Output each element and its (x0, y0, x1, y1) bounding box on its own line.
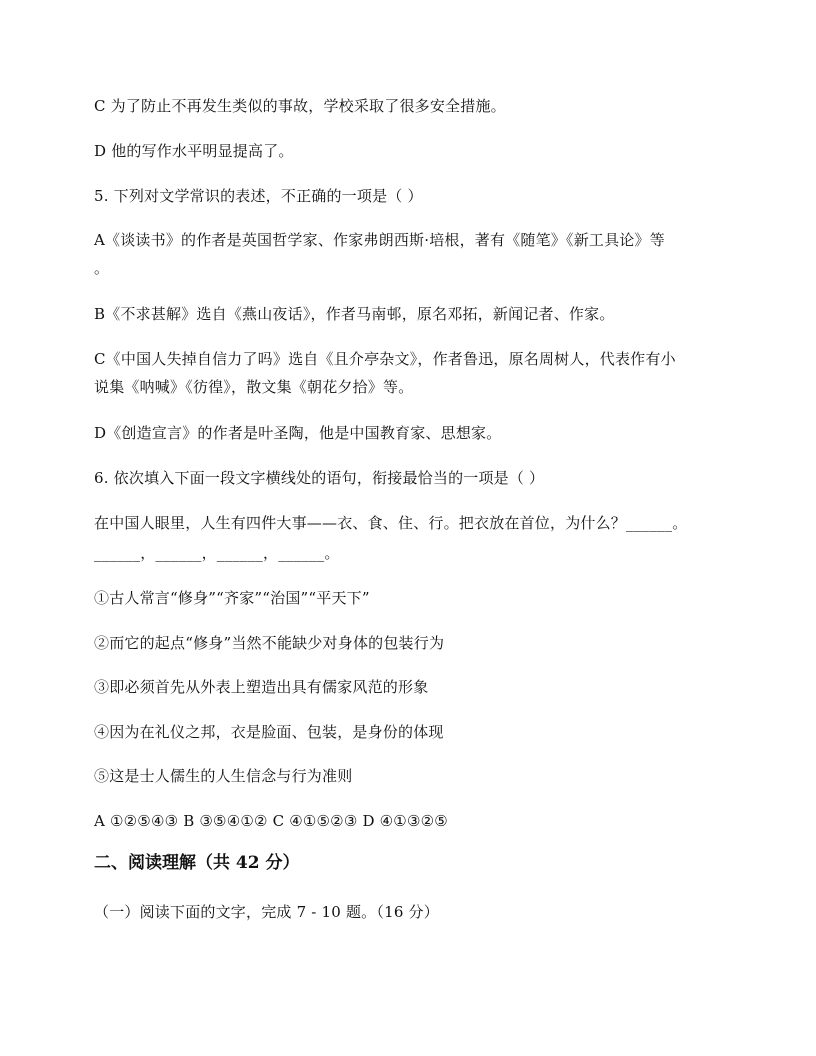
question-5-option-c-line-1: C《中国人失掉自信力了吗》选自《且介亭杂文》，作者鲁迅，原名周树人，代表作有小 (94, 350, 676, 368)
question-6-passage-line-1: 在中国人眼里，人生有四件大事——衣、食、住、行。把衣放在首位，为什么？______。 (94, 514, 688, 532)
sentence-option-3: ③即必须首先从外表上塑造出具有儒家风范的形象 (94, 678, 429, 696)
question-5-option-c-line-2: 说集《呐喊》《彷徨》，散文集《朝花夕拾》等。 (94, 378, 414, 396)
reading-subsection-1-instruction: （一）阅读下面的文字，完成 7 - 10 题。（16 分） (94, 903, 439, 921)
question-6-stem: 6. 依次填入下面一段文字横线处的语句，衔接最恰当的一项是（ ） (94, 469, 545, 487)
question-4-option-c: C 为了防止不再发生类似的事故，学校采取了很多安全措施。 (94, 97, 506, 115)
question-5-stem: 5. 下列对文学常识的表述，不正确的一项是（ ） (94, 187, 423, 205)
sentence-option-1: ①古人常言“修身”“齐家”“治国”“平天下” (94, 589, 370, 607)
question-6-passage-line-2: ______，______，______，______。 (94, 544, 340, 562)
question-5-option-b: B《不求甚解》选自《燕山夜话》，作者马南邨，原名邓拓，新闻记者、作家。 (94, 305, 615, 323)
sentence-option-5: ⑤这是士人儒生的人生信念与行为准则 (94, 767, 353, 785)
section-2-heading: 二、阅读理解（共 42 分） (94, 853, 300, 873)
sentence-option-4: ④因为在礼仪之邦，衣是脸面、包装，是身份的体现 (94, 723, 444, 741)
sentence-option-2: ②而它的起点“修身”当然不能缺少对身体的包装行为 (94, 634, 445, 652)
question-5-option-d: D《创造宣言》的作者是叶圣陶，他是中国教育家、思想家。 (94, 424, 502, 442)
question-4-option-d: D 他的写作水平明显提高了。 (94, 142, 294, 160)
question-5-option-a-line-1: A《谈读书》的作者是英国哲学家、作家弗朗西斯·培根，著有《随笔》《新工具论》等 (94, 231, 665, 249)
question-5-option-a-line-2: 。 (94, 259, 110, 277)
question-6-answer-choices: A ①②⑤④③ B ③⑤④①② C ④①⑤②③ D ④①③②⑤ (94, 812, 448, 830)
